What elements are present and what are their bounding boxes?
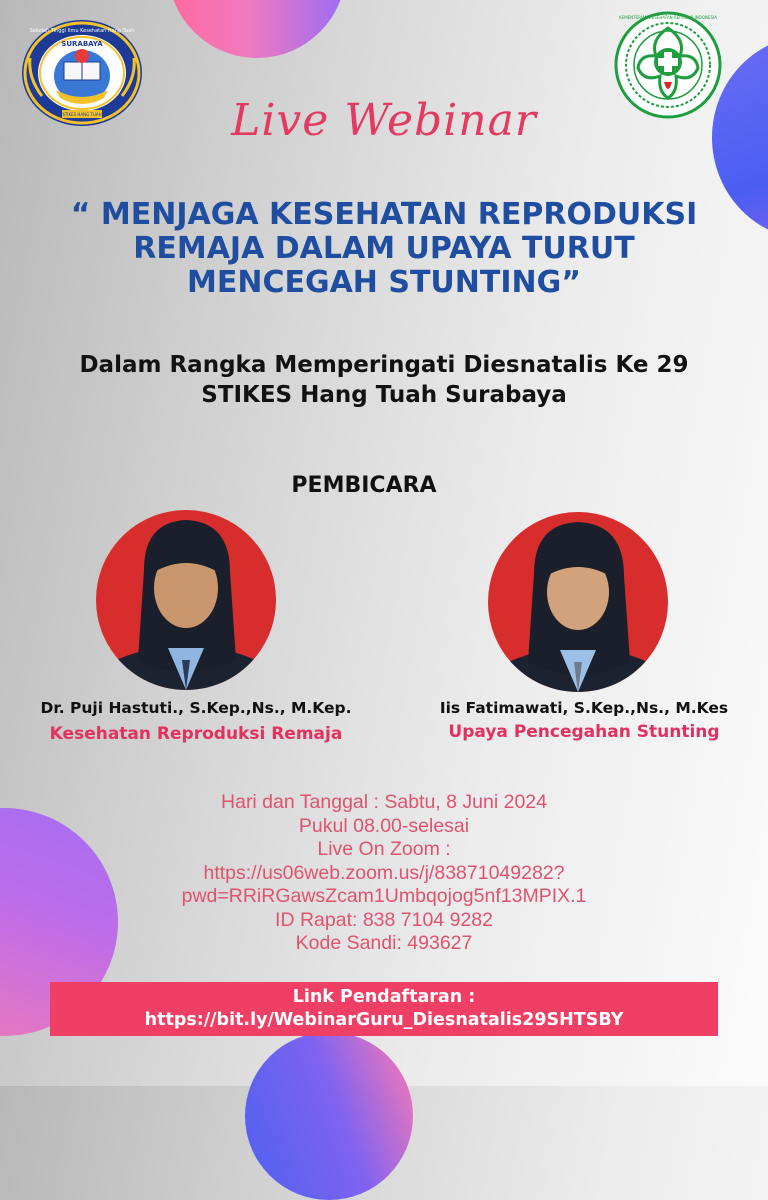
event-time: Pukul 08.00-selesai [298,814,470,837]
passcode: Kode Sandi: 493627 [295,932,473,954]
subtitle-line-2: STIKES Hang Tuah Surabaya [201,382,567,408]
zoom-link-line-2[interactable]: pwd=RRiRGawsZcam1Umbqojog5nf13MPIX.1 [181,885,587,907]
registration-link[interactable]: https://bit.ly/WebinarGuru_Diesnatalis29SHTSBY [144,1010,624,1030]
meeting-id: ID Rapat: 838 7104 9282 [275,908,493,931]
zoom-label: Live On Zoom : [317,838,451,860]
speaker-1-photo [96,510,276,690]
speakers-heading: PEMBICARA [291,473,437,498]
title-line-3: MENCEGAH STUNTING” [187,265,581,300]
registration-banner[interactable] [50,982,718,1036]
title-line-2: REMAJA DALAM UPAYA TURUT [133,231,635,266]
live-webinar-heading: Live Webinar [231,95,537,146]
speaker-1-name: Dr. Puji Hastuti., S.Kep.,Ns., M.Kep. [40,699,352,717]
logo-left-text-bottom: STIKES HANG TUAH [62,112,102,117]
speaker-1-topic: Kesehatan Reproduksi Remaja [49,724,343,744]
event-info [0,791,768,956]
logo-left-text-mid: SURABAYA [61,40,103,48]
registration-label: Link Pendaftaran : [292,987,476,1007]
speaker-2-photo [488,512,668,692]
logo-right-text: KEMENTERIAN KESEHATAN REPUBLIK INDONESIA [619,15,717,20]
subtitle-line-1: Dalam Rangka Memperingati Diesnatalis Ke 29 [79,352,689,378]
speaker-2-topic: Upaya Pencegahan Stunting [448,722,720,742]
decorative-circle-top [168,0,346,58]
title-line-1: “ MENJAGA KESEHATAN REPRODUKSI [70,197,698,232]
logo-left-text-top: Sekolah Tinggi Ilmu Kesehatan Hang Tuah [29,28,135,34]
event-date: Hari dan Tanggal : Sabtu, 8 Juni 2024 [221,791,547,813]
zoom-link-line-1[interactable]: https://us06web.zoom.us/j/83871049282? [203,861,565,884]
webinar-title [20,198,748,300]
speaker-2-name: Iis Fatimawati, S.Kep.,Ns., M.Kes [439,699,729,717]
webinar-subtitle [10,350,758,410]
decorative-circle-bottom [245,1032,413,1200]
